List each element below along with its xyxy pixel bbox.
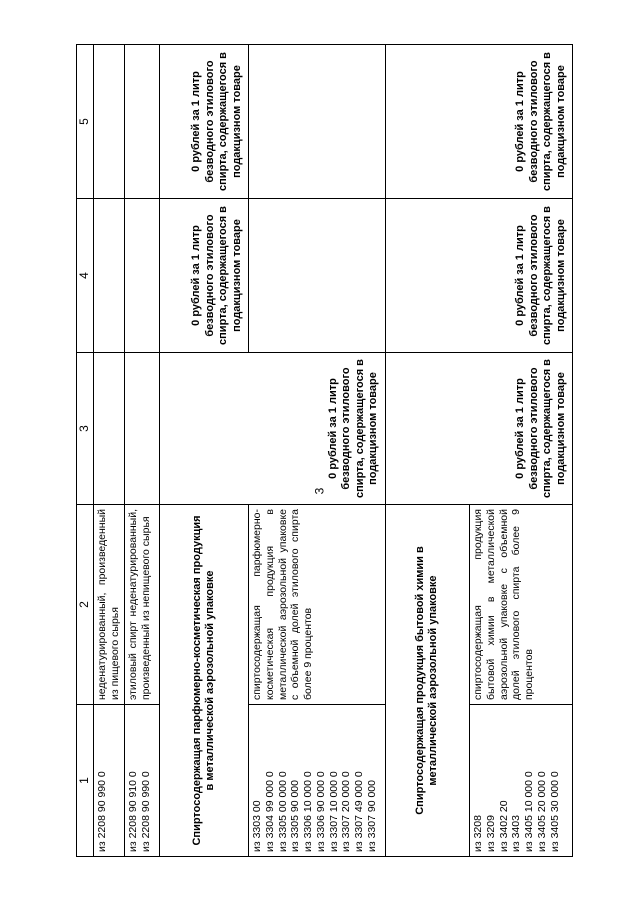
rate-cell <box>94 199 125 353</box>
tnved-code-cell <box>125 705 160 857</box>
tnved-code: из 3305 00 000 0 <box>276 771 289 852</box>
tnved-code: из 3307 90 000 <box>366 780 379 852</box>
group-heading: Спиртосодержащая парфюмерно-косметическая продукция в металлической аэрозольной упаковке <box>160 505 248 857</box>
tnved-code-cell <box>470 705 573 857</box>
tnved-code: из 3209 <box>484 815 497 852</box>
table-row <box>125 45 160 857</box>
description-cell: этиловый спирт неденатурированный, произведенный из непищевого сырья <box>125 505 160 705</box>
rate-cell: 0 рублей за 1 литр безводного этилового спирта, содержащегося в подакцизном товаре <box>160 199 248 353</box>
rate-cell: 0 рублей за 1 литр безводного этилового спирта, содержащегося в подакцизном товаре <box>160 45 248 199</box>
column-number-row <box>77 45 94 857</box>
rate-cell <box>125 353 160 505</box>
tnved-code: из 3403 <box>510 815 523 852</box>
tnved-code: из 2208 90 990 0 <box>96 771 108 852</box>
group-heading: Спиртосодержащая продукция бытовой химии в металлической аэрозольной упаковке <box>385 505 469 857</box>
description-cell: неденатурированный, произведенный из пищевого сырья <box>94 505 125 705</box>
tnved-code: из 2208 90 910 0 <box>127 771 140 852</box>
column-header: 4 <box>77 199 94 353</box>
rate-cell: 0 рублей за 1 литр безводного этилового спирта, содержащегося в подакцизном товаре <box>160 353 385 505</box>
tnved-code-cell <box>94 705 125 857</box>
column-header: 5 <box>77 45 94 199</box>
rate-cell-empty <box>248 45 385 199</box>
tnved-code: из 3304 99 000 0 <box>263 771 276 852</box>
column-header: 3 <box>77 353 94 505</box>
rate-cell: 0 рублей за 1 литр безводного этилового спирта, содержащегося в подакцизном товаре <box>385 353 572 505</box>
excise-rate-table <box>76 45 573 857</box>
tnved-code-cell <box>248 705 385 857</box>
tnved-code: из 3303 00 <box>250 800 263 852</box>
tnved-code: из 3306 90 000 0 <box>314 771 327 852</box>
tnved-code: из 3307 49 000 0 <box>353 771 366 852</box>
group-heading-row <box>385 45 469 857</box>
tnved-code: из 3307 20 000 0 <box>340 771 353 852</box>
tnved-code: из 3405 20 000 0 <box>536 771 549 852</box>
rate-cell-empty <box>248 199 385 353</box>
tnved-code: из 3405 30 000 0 <box>548 771 561 852</box>
tnved-code: из 3307 10 000 0 <box>327 771 340 852</box>
tnved-code: из 3402 20 <box>497 800 510 852</box>
tnved-code: из 3306 10 000 0 <box>302 771 315 852</box>
page-number: 3 <box>312 487 327 495</box>
rate-cell <box>94 45 125 199</box>
column-header: 2 <box>77 505 94 705</box>
description-cell: спиртосодержащая продукция бытовой химии в металлической аэрозольной упаковке с объемной долей этилового спирта более 9 процентов <box>470 505 573 705</box>
rate-cell <box>125 199 160 353</box>
column-header: 1 <box>77 705 94 857</box>
rate-cell <box>94 353 125 505</box>
description-cell: спиртосодержащая парфюмерно-косметическая продукция в металлической аэрозольной упаковке с объемной долей этилового спирта более 9 процентов <box>248 505 385 705</box>
tnved-code: из 3305 90 000 <box>289 780 302 852</box>
rate-cell <box>125 45 160 199</box>
group-heading-row <box>160 45 248 857</box>
rate-cell: 0 рублей за 1 литр безводного этилового спирта, содержащегося в подакцизном товаре <box>385 199 572 353</box>
rate-cell: 0 рублей за 1 литр безводного этилового спирта, содержащегося в подакцизном товаре <box>385 45 572 199</box>
table-row <box>94 45 125 857</box>
tnved-code: из 3208 <box>472 815 485 852</box>
rates-table <box>76 44 573 857</box>
tnved-code: из 3405 10 000 0 <box>523 771 536 852</box>
tnved-code: из 2208 90 990 0 <box>140 771 153 852</box>
